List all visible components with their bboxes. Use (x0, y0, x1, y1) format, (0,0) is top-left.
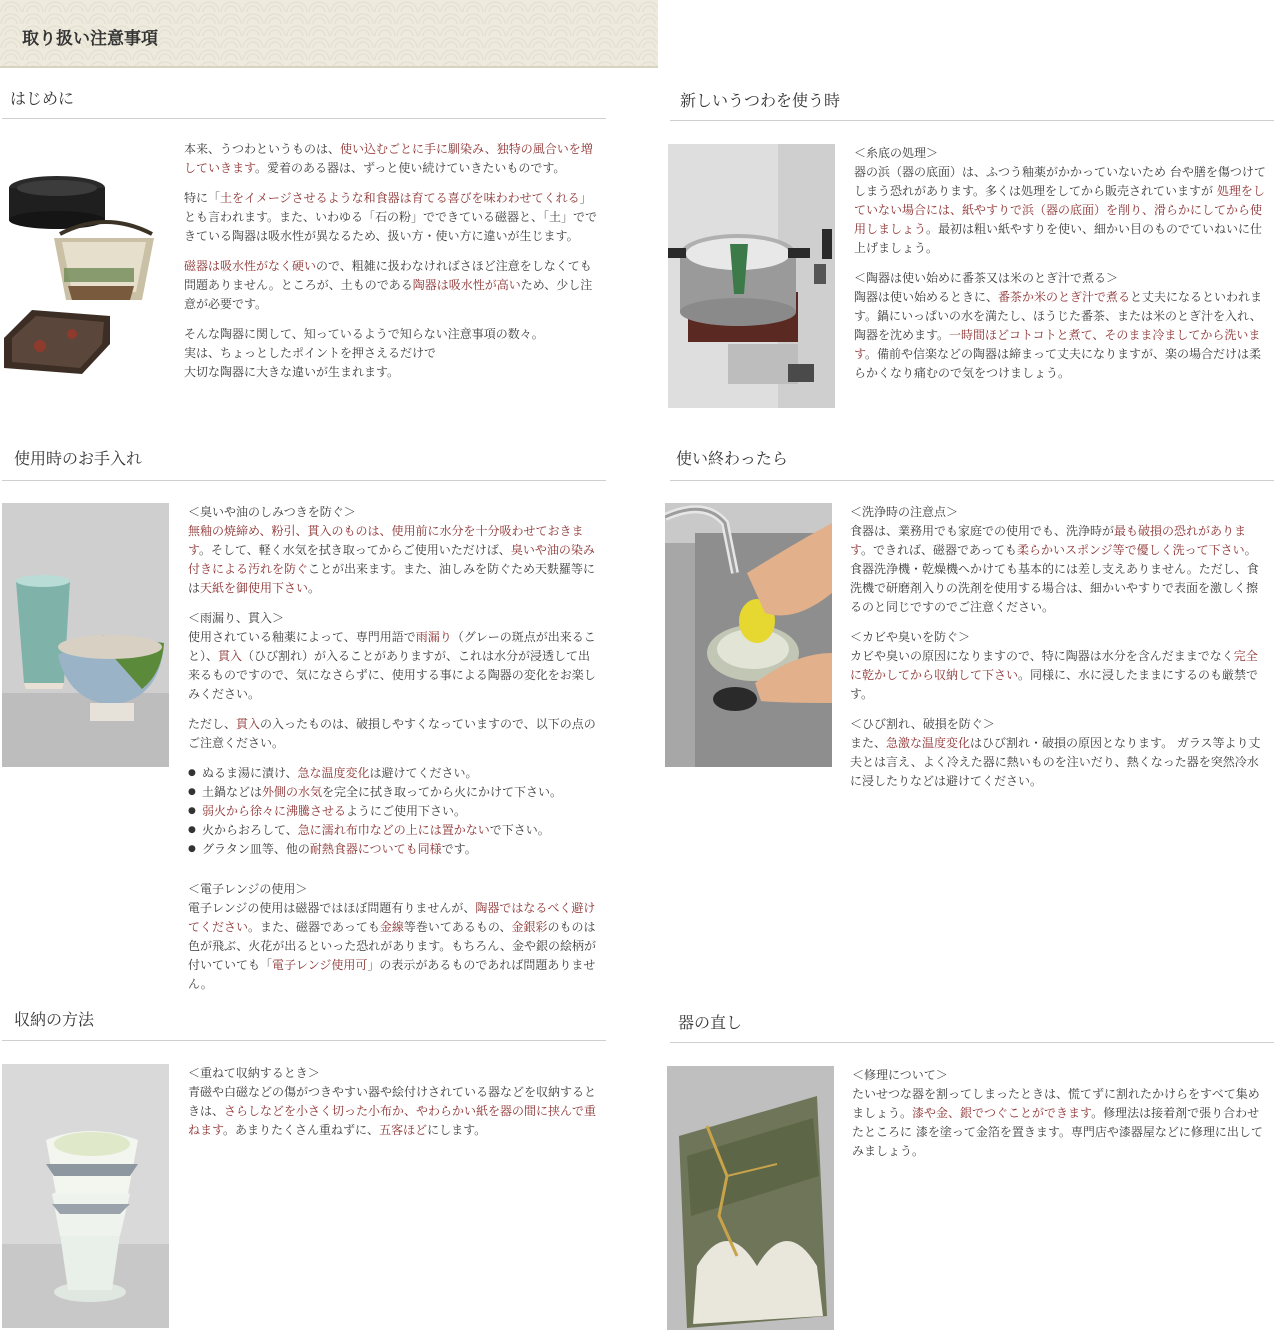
body-text: です。 (441, 842, 477, 856)
highlighted-text: 雨漏り (415, 630, 452, 644)
after-use-paragraph (850, 503, 1266, 617)
highlighted-text: 陶器は吸水性が高い (412, 278, 521, 292)
body-text: 特に「 (184, 191, 221, 205)
microwave-paragraph (188, 880, 602, 994)
highlighted-text: 弱火から徐々に沸騰させる (202, 804, 347, 818)
body-text: のものは色が飛ぶ、火花が出るといった恐れがあります。もちろん、金や銀の絵柄が付いていても「 (188, 920, 597, 972)
intro-text (184, 140, 600, 393)
section-divider (670, 120, 1274, 121)
body-text: 本来、うつわというものは、 (184, 142, 341, 156)
intro-paragraph (184, 325, 600, 382)
body-text: 大切な陶器に大きな違いが生まれます。 (184, 365, 400, 379)
body-text: ことが出来ます。また、油しみを防ぐため天麩羅等には (188, 562, 596, 595)
body-text: 。できれば、磁器であっても (861, 543, 1017, 557)
body-text: 。備前や信楽などの陶器は締まって丈夫になりますが、楽の場合だけは柔らかくなり痛むので気をつけましょう。 (854, 347, 1262, 380)
care-caution-list (188, 764, 602, 859)
body-text: ＜重ねて収納するとき＞ (188, 1066, 320, 1080)
body-text: は避けてください。 (369, 766, 478, 780)
body-text: たいせつな器を割ってしまったときは、慌てずに割れたかけらをすべて集めましょう。 (852, 1087, 1260, 1120)
body-text: 。最初は粗い紙やすりを使い、細かい目のものでていねいに仕上げましょう。 (854, 222, 1263, 255)
care-paragraph (188, 715, 602, 753)
body-text: 土鍋などは (202, 785, 263, 799)
highlighted-text: 耐熱食器についても同様 (309, 842, 442, 856)
body-text: 青磁や白磁などの傷がつきやすい器や絵付けされている器などを収納するときは、 (188, 1085, 597, 1118)
highlighted-text: 陶器ではなるべく避けてください (188, 901, 596, 934)
list-item (188, 802, 602, 821)
highlighted-text: 急激な温度変化 (886, 736, 971, 750)
list-item (188, 764, 602, 783)
body-text: 器の浜（器の底面）は、ふつう釉薬がかかっていないため 台や膳を傷つけてしまう恐れがあります。多くは処理をしてから販売されていますが (854, 165, 1266, 198)
body-text: 。また、磁器であっても (248, 920, 380, 934)
body-text: 陶器は使い始めるときに、 (854, 290, 999, 304)
highlighted-text: 急に濡れ布巾などの上には置かない (297, 823, 490, 837)
boiling-pot-photo (668, 144, 835, 408)
highlighted-text: 金銀彩 (511, 920, 548, 934)
highlighted-text: 番茶か米のとぎ汁で煮る (998, 290, 1131, 304)
body-text: ＜臭いや油のしみつきを防ぐ＞ (188, 505, 356, 519)
list-item (188, 840, 602, 859)
body-text: ＜糸底の処理＞ (854, 146, 939, 160)
highlighted-text: 五客ほど (379, 1123, 428, 1137)
body-text: ので、粗雑に扱わなければさほど注意をしなくても問題ありません。ところが、土ものである (184, 259, 592, 292)
highlighted-text: 外側の水気 (262, 785, 323, 799)
after-use-paragraph (850, 628, 1266, 704)
body-text: 。修理法は接着剤で張り合わせたところに 漆を塗って金箔を置きます。専門店や漆器屋などに修理に出してみましょう。 (852, 1106, 1263, 1158)
body-text: （グレーの斑点が出来ること）、 (188, 630, 596, 663)
section-title-repair: 器の直し (678, 1013, 743, 1032)
after-use-paragraph (850, 715, 1266, 791)
section-title-intro: はじめに (10, 89, 75, 108)
intro-paragraph (184, 189, 600, 246)
section-title-after-use: 使い終わったら (676, 449, 788, 468)
care-paragraph (188, 503, 602, 598)
section-title-care: 使用時のお手入れ (14, 449, 143, 468)
body-text: 等巻いてあるもの、 (403, 920, 512, 934)
body-text: ため、少し注意が必要です。 (184, 278, 593, 311)
body-text: カビや臭いの原因になりますので、特に陶器は水分を含んだままでなく (850, 649, 1234, 663)
highlighted-text: 天紙を御使用下さい (200, 581, 309, 595)
highlighted-text: 柔らかいスポンジ等で優しく洗って下さい (1016, 543, 1245, 557)
body-text: で下さい。 (489, 823, 550, 837)
highlighted-text: 臭いや油の染み付きによる汚れを防ぐ (188, 543, 595, 576)
body-text: 実は、ちょっとしたポイントを押さえるだけで (184, 346, 437, 360)
microwave-text (188, 880, 602, 1005)
highlighted-text: 金線 (379, 920, 404, 934)
body-text: 。 (308, 581, 321, 595)
highlighted-text: 電子レンジ使用可 (272, 958, 368, 972)
body-text: （ひび割れ）が入ることがありますが、これは水分が浸透して出来るものですので、気になさらずに、使用する事による陶器の変化をお楽しみください。 (188, 649, 596, 701)
highlighted-text: 処理をしていない場合には、紙やすりで浜（器の底面）を削り、滑らかにしてから使用しましょう (854, 184, 1265, 236)
body-text: 」の表示があるものであれば問題ありません。 (188, 958, 596, 991)
page-title: 取り扱い注意事項 (22, 29, 158, 49)
care-text (188, 503, 602, 859)
body-text: 。愛着のある器は、ずっと使い続けていきたいものです。 (255, 161, 566, 175)
body-text: を完全に拭き取ってから火にかけて下さい。 (322, 785, 563, 799)
body-text: ただし、 (188, 717, 237, 731)
body-text: 食器は、業務用でも家庭での使用でも、洗浄時が (850, 524, 1115, 538)
body-text: そんな陶器に関して、知っているようで知らない注意事項の数々。 (184, 327, 544, 341)
section-divider (2, 118, 606, 119)
body-text: 。そして、軽く水気を拭き取ってからご使用いただけば、 (199, 543, 511, 557)
highlighted-text: 無釉の焼締め、粉引、貫入のものは、使用前に水分を十分吸わせておきます (188, 524, 584, 557)
repaired-plate-photo (667, 1066, 834, 1330)
body-text: グラタン皿等、他の (202, 842, 310, 856)
highlighted-text: 貫入 (218, 649, 243, 663)
highlighted-text: 一時間ほどコトコトと煮て、そのまま冷ましてから洗います (854, 328, 1261, 361)
highlighted-text: さらしなどを小さく切った小布か、やわらかい紙を器の間に挟んで重ねます (188, 1104, 597, 1137)
body-text: ＜陶器は使い始めに番茶又は米のとぎ汁で煮る＞ (854, 271, 1119, 285)
highlighted-text: 使い込むごとに手に馴染み、独特の風合いを増していきます (184, 142, 593, 175)
section-divider (2, 480, 606, 481)
body-text: にします。 (427, 1123, 487, 1137)
body-text: また、 (850, 736, 887, 750)
body-text: ＜洗浄時の注意点＞ (850, 505, 959, 519)
body-text: ようにご使用下さい。 (346, 804, 467, 818)
section-title-storage: 収納の方法 (14, 1010, 95, 1029)
body-text: ＜ひび割れ、破損を防ぐ＞ (850, 717, 995, 731)
highlighted-text: 土をイメージさせるような和食器は育てる喜びを味わわせてくれる (220, 191, 580, 205)
new-use-paragraph (854, 269, 1270, 383)
body-text: ＜雨漏り、貫入＞ (188, 611, 285, 625)
body-text: ＜カビや臭いを防ぐ＞ (850, 630, 971, 644)
body-text: ＜修理について＞ (852, 1068, 948, 1082)
highlighted-text: 貫入 (236, 717, 261, 731)
storage-paragraph (188, 1064, 602, 1140)
new-use-paragraph (854, 144, 1270, 258)
highlighted-text: 最も破損の恐れがあります (850, 524, 1247, 557)
intro-tableware-photo (2, 160, 164, 380)
intro-paragraph (184, 140, 600, 178)
care-paragraph (188, 609, 602, 704)
storage-text (188, 1064, 602, 1151)
section-divider (670, 1042, 1274, 1043)
body-text: 。同様に、水に浸したままにするのも厳禁です。 (850, 668, 1259, 701)
highlighted-text: 急な温度変化 (297, 766, 370, 780)
body-text: ぬるま湯に漬け、 (202, 766, 298, 780)
body-text: 火からおろして、 (202, 823, 298, 837)
intro-paragraph (184, 257, 600, 314)
highlighted-text: 漆や金、銀でつぐことができます (912, 1106, 1092, 1120)
cup-and-bowl-photo (2, 503, 169, 767)
list-item (188, 783, 602, 802)
stacked-cups-photo (2, 1064, 169, 1328)
section-title-new-use: 新しいうつわを使う時 (680, 91, 841, 110)
body-text: 使用されている釉薬によって、専門用語で (188, 630, 416, 644)
repair-text (852, 1066, 1268, 1172)
new-use-text (854, 144, 1270, 394)
after-use-text (850, 503, 1266, 802)
highlighted-text: 磁器は吸水性がなく硬い (184, 259, 317, 273)
body-text: 。あまりたくさん重ねずに、 (223, 1123, 380, 1137)
section-divider (2, 1040, 606, 1041)
body-text: 電子レンジの使用は磁器ではほぼ問題有りませんが、 (188, 901, 476, 915)
highlighted-text: 完全に乾かしてから収納して下さい (850, 649, 1258, 682)
washing-dish-photo (665, 503, 832, 767)
body-text: の入ったものは、破損しやすくなっていますので、以下の点のご注意ください。 (188, 717, 596, 750)
body-text: と丈夫になるといわれます。鍋にいっぱいの水を満たし、ほうじた番茶、または米のとぎ汁を入れ、陶器を沈めます。 (854, 290, 1263, 342)
section-divider (670, 480, 1274, 481)
header-band (0, 0, 658, 68)
body-text: ＜電子レンジの使用＞ (188, 882, 308, 896)
body-text: はひび割れ・破損の原因となります。 ガラス等より丈夫とは言え、よく冷えた器に熱いものを注いだり、熱くなった器を突然冷水に浸したりなどは避けてください。 (850, 736, 1261, 788)
list-item (188, 821, 602, 840)
repair-paragraph (852, 1066, 1268, 1161)
body-text: 。食器洗浄機・乾燥機へかけても基本的には差し支えありません。ただし、食洗機で研磨剤入りの洗剤を使用する場合は、細かいやすりで表面を激しく擦るのと同じですのでご注意ください。 (850, 543, 1259, 614)
body-text: 」とも言われます。また、いわゆる「石の粉」でできている磁器と、「土」でできている陶器は吸水性が異なるため、扱い方・使い方に違いが生じます。 (184, 191, 598, 243)
